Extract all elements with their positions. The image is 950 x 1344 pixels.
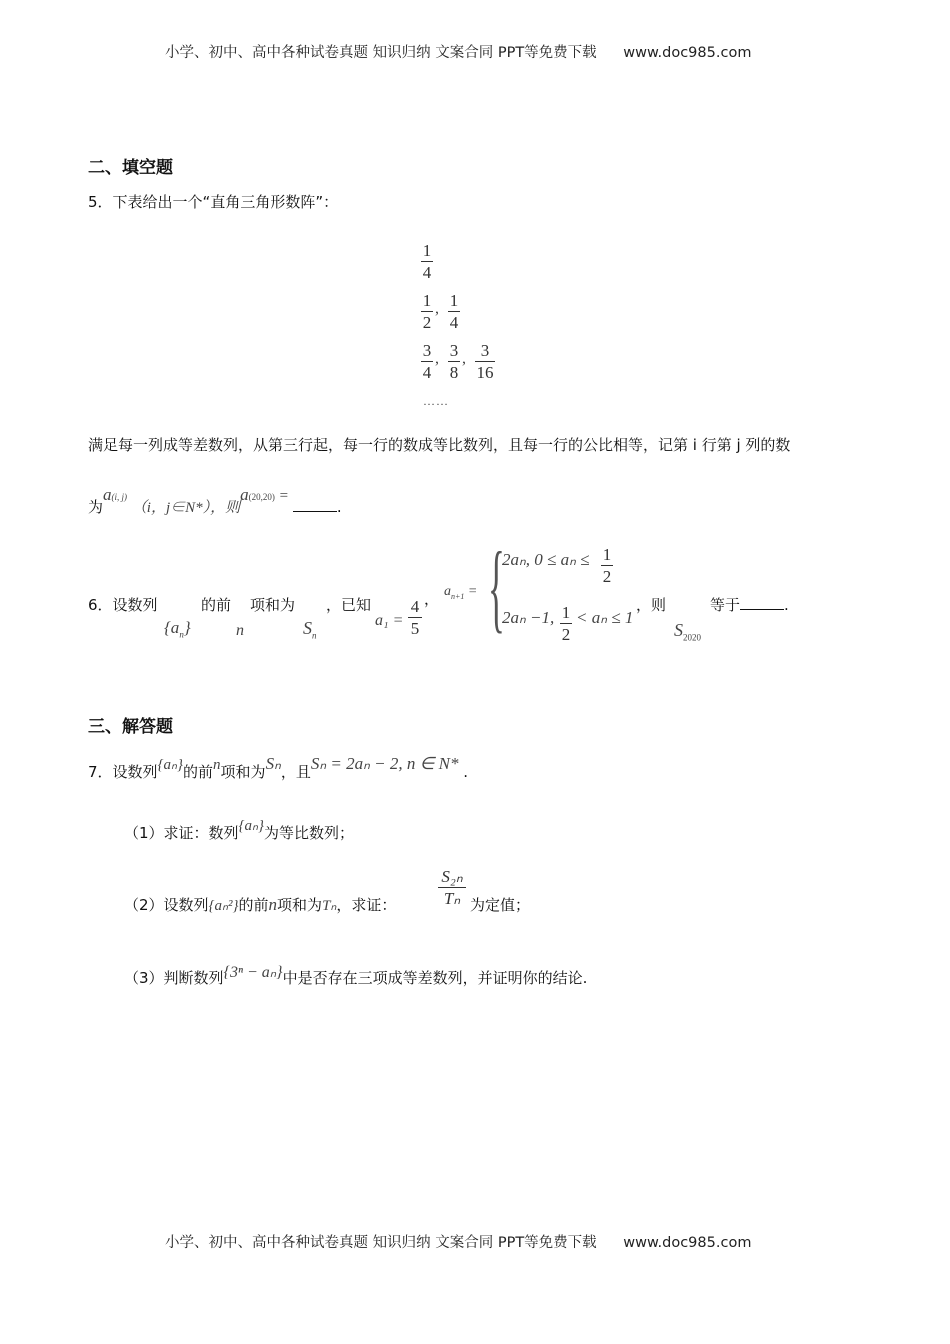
fraction: 1 2 bbox=[561, 603, 571, 644]
q6-text: 等于 . bbox=[710, 596, 789, 614]
page-header bbox=[165, 41, 751, 62]
q6-text: 6．设数列 bbox=[88, 596, 158, 614]
fraction: S₂ₙ Tₙ bbox=[438, 867, 466, 908]
q6-text: 的前 bbox=[201, 596, 232, 614]
case-1: 2aₙ, 0 ≤ aₙ ≤ bbox=[502, 550, 590, 569]
q5-intro: 5．下表给出一个“直角三角形数阵”： bbox=[88, 193, 339, 211]
answer-blank[interactable] bbox=[740, 595, 784, 610]
math-Sn: $S_n$ bbox=[303, 618, 317, 641]
q5-question: 为$a^{(i, j)}$ （i，j∈N*），则$a^{(20,20)}$ = . bbox=[88, 485, 342, 516]
fraction: 1 2 bbox=[422, 291, 432, 332]
q6-text: ，则 bbox=[636, 596, 667, 614]
q5-condition: 满足每一列成等差数列，从第三行起，每一行的数成等比数列，且每一行的公比相等，记第 i 行第 j 列的数 bbox=[88, 436, 791, 454]
q7-part3: （3）判断数列{3ⁿ − aₙ}中是否存在三项成等差数列，并证明你的结论. bbox=[124, 964, 588, 987]
answer-blank[interactable] bbox=[293, 497, 337, 512]
math-a1: a₁ = bbox=[375, 612, 404, 629]
section-heading-fill-in: 二、填空题 bbox=[88, 158, 173, 178]
fraction: 3 16 bbox=[476, 341, 494, 382]
case-2: 2aₙ −1, bbox=[502, 608, 555, 627]
math-an1: $a_{n+1}$ = bbox=[444, 584, 478, 601]
fraction: 1 4 bbox=[449, 291, 459, 332]
q7-part2-end: 为定值； bbox=[470, 896, 531, 914]
ellipsis: …… bbox=[423, 394, 449, 408]
footer-text: 小学、初中、高中各种试卷真题 知识归纳 文案合同 PPT等免费下载 bbox=[165, 1235, 597, 1251]
q7-part2: （2）设数列{aₙ²}的前n项和为Tₙ，求证： bbox=[124, 895, 397, 914]
document-page: 小学、初中、高中各种试卷真题 知识归纳 文案合同 PPT等免费下载 www.doc985.com 二、填空题 5．下表给出一个“直角三角形数阵”： 1 4 1 2 , 1 4 3 4 , 3 8 , 3 16 …… 满足每一列成等差数列，从第三行起，每一行的数成等比数列，且每一行的公比相等，记第 i 行第 j 列的数 为$a^{(i, j)}$ （i，j∈N*），则$a^{(20,20)}$ = . 6．设数列 的前 项和为 ，已知 $\{a_n\}$ n $S_n$ a₁ = 4 5 ， $a_{n+1}$ = { 2aₙ, 0 ≤ aₙ ≤ 1 2 2aₙ −1, 1 2 < aₙ ≤ 1 ，则 $S_{2020}$ 等于 . 三、解答题 7．设数列{aₙ}的前n项和为Sₙ，且Sₙ = 2aₙ − 2, n ∈ N* . （1）求证：数列{aₙ}为等比数列； （2）设数列{aₙ²}的前n项和为Tₙ，求证： S₂ₙ Tₙ 为定值； （3）判断数列{3ⁿ − aₙ}中是否存在三项成等差数列，并证明你的结论. 小学、初中、高中各种试卷真题 知识归纳 文案合同 PPT等免费下载 www.doc985.com bbox=[0, 0, 950, 1344]
fraction: 1 2 bbox=[602, 545, 612, 586]
fraction: 3 8 bbox=[449, 341, 459, 382]
footer-url[interactable]: www.doc985.com bbox=[623, 1235, 752, 1251]
fraction: 4 5 bbox=[408, 597, 422, 638]
math-n: n bbox=[236, 622, 244, 639]
math-an: $\{a_n\}$ bbox=[164, 618, 191, 640]
header-url[interactable]: www.doc985.com bbox=[623, 45, 752, 61]
q6-text: ，已知 bbox=[326, 596, 372, 614]
section-heading-solve: 三、解答题 bbox=[88, 717, 173, 737]
fraction: 1 4 bbox=[422, 241, 432, 282]
page-footer bbox=[165, 1231, 751, 1252]
math-S2020: $S_{2020}$ bbox=[674, 620, 701, 643]
header-text: 小学、初中、高中各种试卷真题 知识归纳 文案合同 PPT等免费下载 bbox=[165, 45, 597, 61]
q6-text: ， bbox=[424, 590, 440, 608]
q6-text: 项和为 bbox=[250, 596, 296, 614]
case-2-cond: < aₙ ≤ 1 bbox=[576, 608, 634, 627]
left-brace: { bbox=[488, 531, 505, 642]
q7-part1: （1）求证：数列{aₙ}为等比数列； bbox=[124, 818, 355, 842]
q7-stem: 7．设数列{aₙ}的前n项和为Sₙ，且Sₙ = 2aₙ − 2, n ∈ N* . bbox=[88, 754, 469, 781]
fraction: 3 4 bbox=[422, 341, 432, 382]
